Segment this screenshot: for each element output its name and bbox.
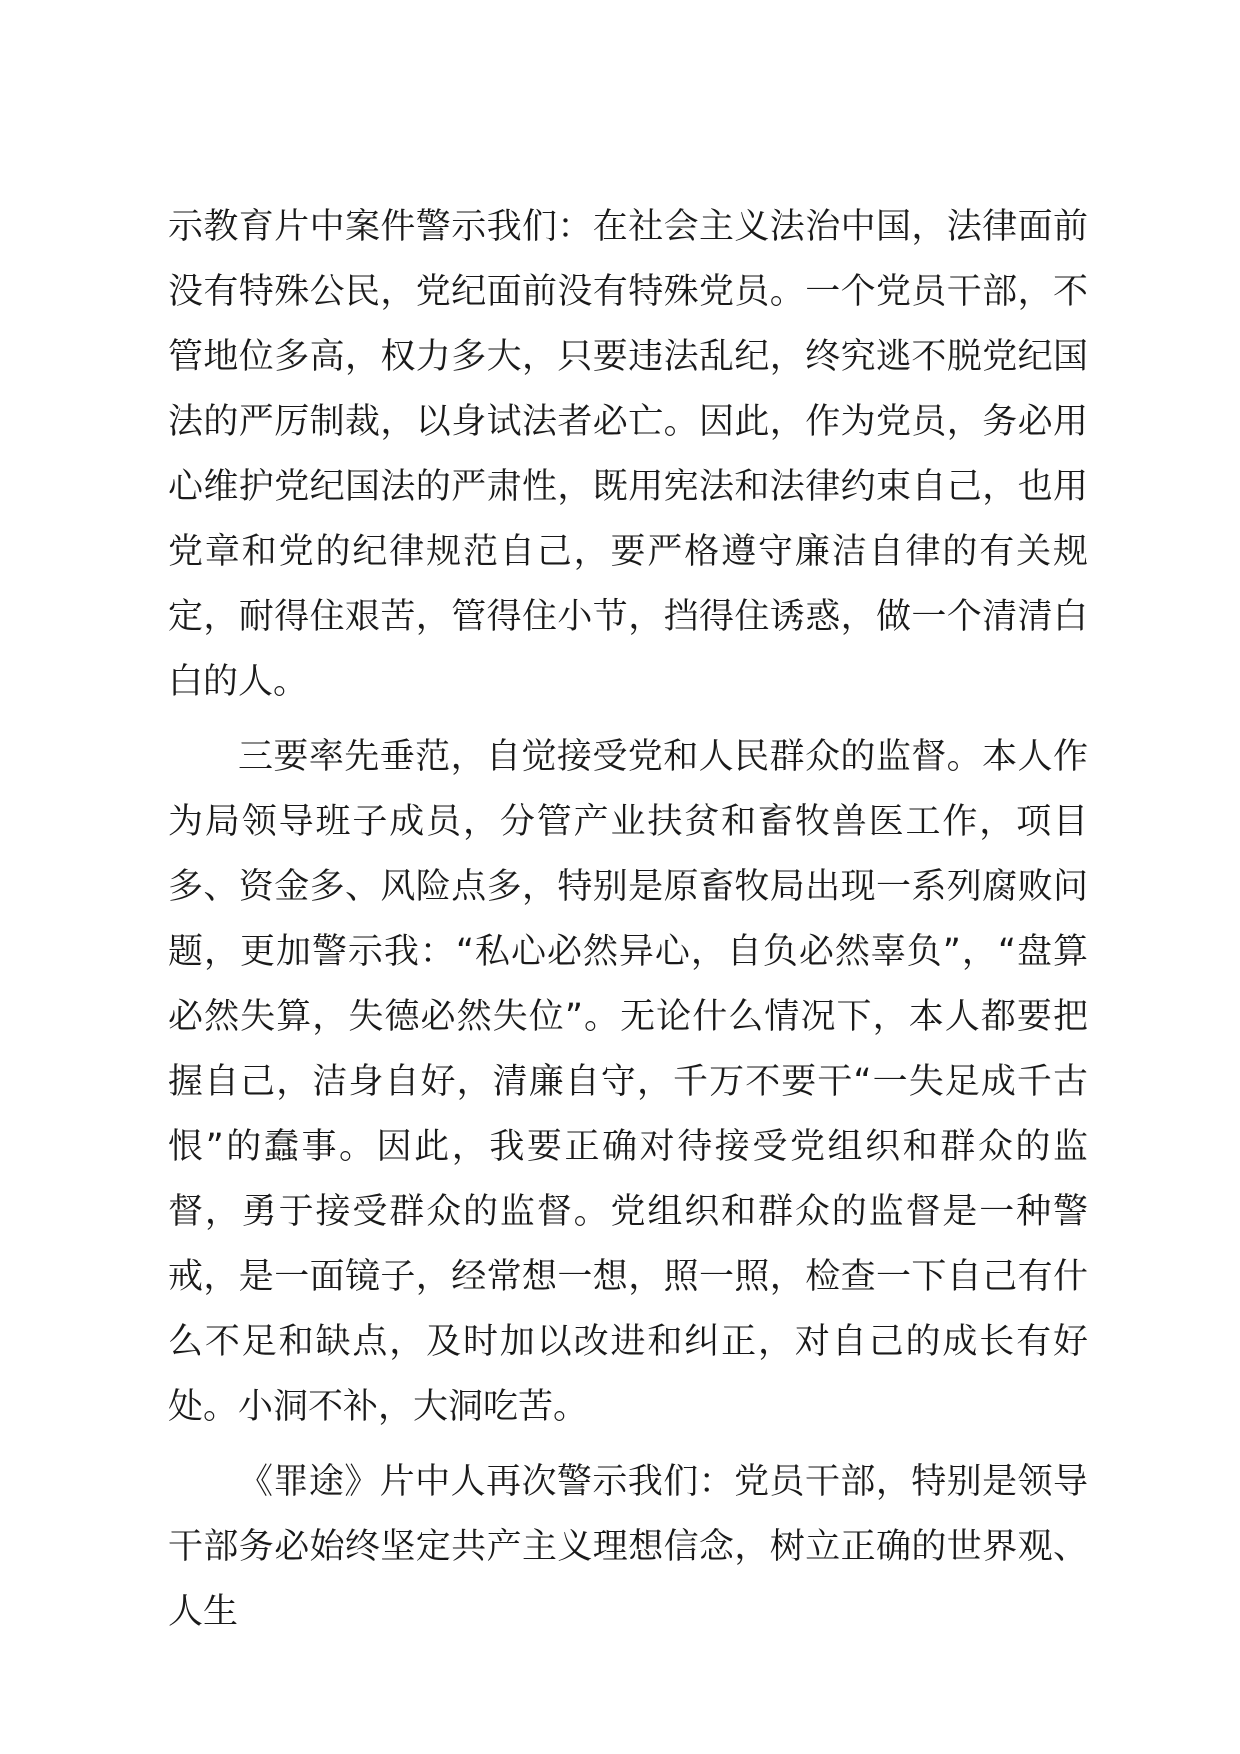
paragraph-zuitu: 《罪途》片中人再次警示我们：党员干部，特别是领导干部务必始终坚定共产主义理想信念，树立正确的世界观、人生 [168, 1462, 1088, 1632]
paragraph-continued: 示教育片中案件警示我们：在社会主义法治中国，法律面前没有特殊公民，党纪面前没有特殊党员。一个党员干部，不管地位多高，权力多大，只要违法乱纪，终究逃不脱党纪国法的严厉制裁，以身试法者必亡。因此，作为党员，务必用心维护党纪国法的严肃性，既用宪法和法律约束自己，也用党章和党的纪律规范自己，要严格遵守廉洁自律的有关规定，耐得住艰苦，管得住小节，挡得住诱惑，做一个清清白白的人。 [168, 207, 1088, 702]
document-body [168, 195, 1088, 1655]
paragraph-supervision: 三要率先垂范，自觉接受党和人民群众的监督。本人作为局领导班子成员，分管产业扶贫和畜牧兽医工作，项目多、资金多、风险点多，特别是原畜牧局出现一系列腐败问题，更加警示我：“私心必然异心，自负必然辜负”，“盘算必然失算，失德必然失位”。无论什么情况下，本人都要把握自己，洁身自好，清廉自守，千万不要干“一失足成千古恨”的蠢事。因此，我要正确对待接受党组织和群众的监督，勇于接受群众的监督。党组织和群众的监督是一种警戒，是一面镜子，经常想一想，照一照，检查一下自己有什么不足和缺点，及时加以改进和纠正，对自己的成长有好处。小洞不补，大洞吃苦。 [168, 737, 1088, 1427]
